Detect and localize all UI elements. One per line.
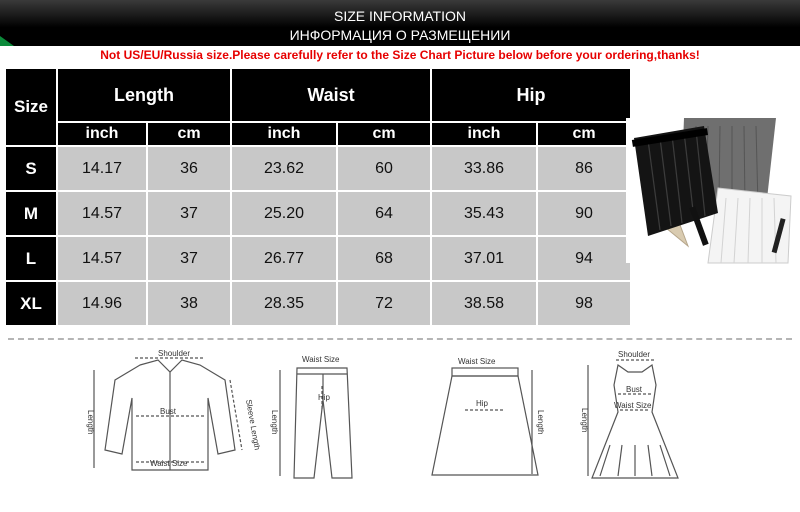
size-chart-table: [4, 67, 632, 327]
unit-header: cm: [147, 122, 231, 146]
size-header-cell: Size: [5, 68, 57, 146]
table-cell: 14.57: [57, 236, 147, 281]
product-photo: [626, 118, 796, 263]
sleeve-length-label: Sleeve Length: [244, 398, 262, 451]
table-cell: 64: [337, 191, 431, 236]
size-label: L: [5, 236, 57, 281]
bust-label: Bust: [626, 385, 643, 394]
waist-label: Waist Size: [302, 355, 340, 364]
table-cell: 60: [337, 146, 431, 191]
shoulder-label: Shoulder: [618, 350, 651, 359]
table-row: [5, 146, 631, 191]
table-cell: 90: [537, 191, 631, 236]
pants-diagram: [262, 350, 372, 490]
waist-label: Waist Size: [150, 459, 188, 468]
table-cell: 36: [147, 146, 231, 191]
hip-label: Hip: [318, 393, 331, 402]
length-header: Length: [57, 68, 231, 122]
size-label: M: [5, 191, 57, 236]
table-cell: 72: [337, 281, 431, 326]
waist-label: Waist Size: [614, 401, 652, 410]
table-cell: 14.96: [57, 281, 147, 326]
title-english: SIZE INFORMATION: [334, 8, 466, 24]
size-label: S: [5, 146, 57, 191]
length-label: Length: [270, 410, 279, 435]
table-cell: 33.86: [431, 146, 537, 191]
table-cell: 38: [147, 281, 231, 326]
section-divider: [8, 338, 792, 340]
shoulder-label: Shoulder: [158, 349, 191, 358]
table-cell: 14.57: [57, 191, 147, 236]
table-cell: 38.58: [431, 281, 537, 326]
size-label: XL: [5, 281, 57, 326]
table-cell: 28.35: [231, 281, 337, 326]
unit-header: inch: [231, 122, 337, 146]
table-cell: 23.62: [231, 146, 337, 191]
bust-label: Bust: [160, 407, 177, 416]
skirt-diagram: [420, 350, 550, 490]
table-cell: 86: [537, 146, 631, 191]
size-info-header: [0, 0, 800, 46]
table-cell: 37: [147, 191, 231, 236]
waist-label: Waist Size: [458, 357, 496, 366]
length-label: Length: [580, 408, 589, 433]
table-cell: 35.43: [431, 191, 537, 236]
green-corner-accent: [0, 36, 14, 46]
table-cell: 25.20: [231, 191, 337, 236]
table-cell: 26.77: [231, 236, 337, 281]
length-label: Length: [86, 410, 95, 435]
unit-header: inch: [57, 122, 147, 146]
length-label: Length: [536, 410, 545, 435]
table-cell: 68: [337, 236, 431, 281]
hip-label: Hip: [476, 399, 489, 408]
table-cell: 98: [537, 281, 631, 326]
table-cell: 37: [147, 236, 231, 281]
waist-header: Waist: [231, 68, 431, 122]
table-cell: 14.17: [57, 146, 147, 191]
shirt-diagram: [80, 350, 260, 490]
table-row: [5, 236, 631, 281]
title-russian: ИНФОРМАЦИЯ О РАЗМЕЩЕНИИ: [289, 27, 511, 43]
unit-header: cm: [337, 122, 431, 146]
size-warning-text: Not US/EU/Russia size.Please carefully refer to the Size Chart Picture below before your ordering,thanks!: [100, 48, 700, 62]
dress-diagram: [580, 350, 690, 490]
table-row: [5, 281, 631, 326]
hip-header: Hip: [431, 68, 631, 122]
unit-header: cm: [537, 122, 631, 146]
unit-header: inch: [431, 122, 537, 146]
table-row: [5, 191, 631, 236]
table-cell: 37.01: [431, 236, 537, 281]
table-cell: 94: [537, 236, 631, 281]
